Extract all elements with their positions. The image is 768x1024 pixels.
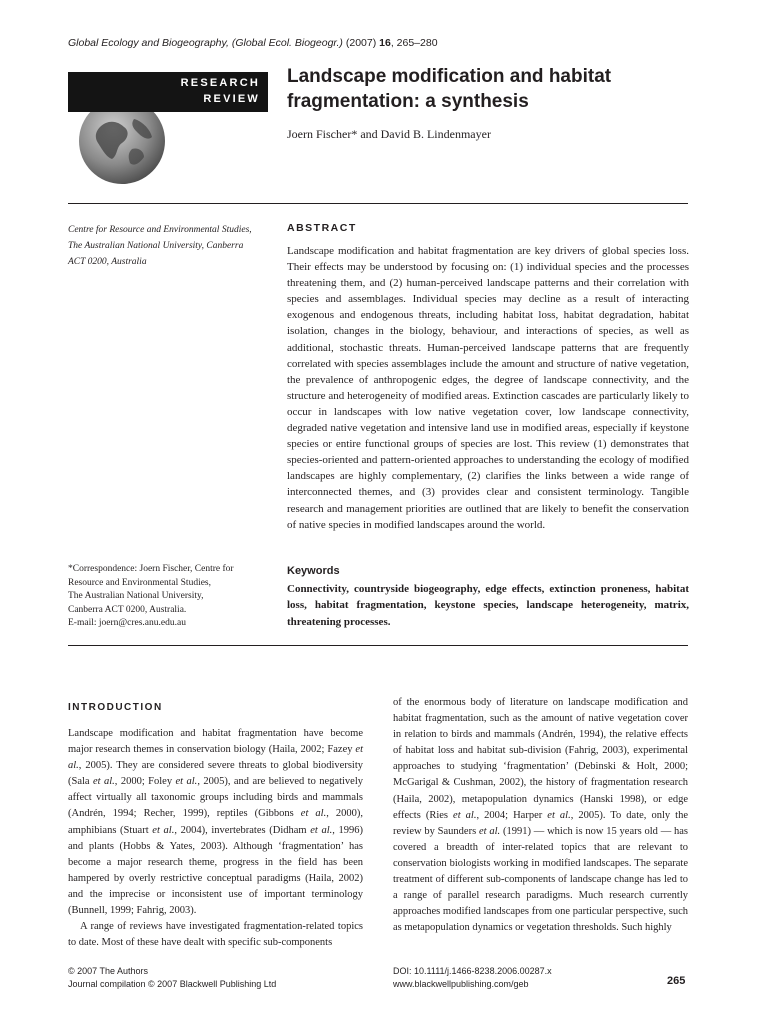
journal-volume: 16 bbox=[379, 37, 391, 49]
affiliation-line-2: The Australian National University, Canberra bbox=[68, 241, 244, 251]
footer-compilation: Journal compilation © 2007 Blackwell Publishing Ltd bbox=[68, 979, 277, 989]
research-review-banner bbox=[68, 72, 268, 112]
correspondence-line-2: Resource and Environmental Studies, bbox=[68, 577, 211, 588]
banner-line-1: RESEARCH bbox=[180, 77, 260, 89]
journal-name: Global Ecology and Biogeography, bbox=[68, 37, 229, 49]
article-authors: Joern Fischer* and David B. Lindenmayer bbox=[287, 127, 491, 141]
abstract-text: Landscape modification and habitat fragmentation are key drivers of global species loss. Their effects may be understood by focusing on: (1) individual species and the processes threatening them, and (2) human-perceived landscape patterns and their correlation with species and assemblages. Individual species may decline as a result of interacting exogenous and endogenous threats, including habitat loss, habitat degradation, habitat isolation, changes in the biology, behaviour, and interactions of species, as well as additional, stochastic threats. Human-perceived landscape patterns that are frequently correlated with species assemblages include the amount and structure of native vegetation, the prevalence of anthropogenic edges, the degree of landscape connectivity, and the structure and heterogeneity of modified areas. Extinction cascades are particularly likely to occur in landscapes with low native vegetation cover, low landscape connectivity, degraded native vegetation and intensive land use in modified areas, especially if keystone species or entire functional groups of species are lost. This review (1) demonstrates that species-oriented and pattern-oriented approaches to understanding the ecology of modified landscapes are highly complementary, (2) clarifies the links between a wide range of interconnected themes, and (3) provides clear and consistent terminology. Tangible research and management priorities are outlined that are likely to benefit the conservation of native species in modified landscapes around the world. bbox=[287, 245, 689, 531]
abstract-heading: ABSTRACT bbox=[287, 222, 357, 234]
correspondence bbox=[68, 563, 273, 631]
top-rule bbox=[68, 203, 688, 204]
footer-left bbox=[68, 965, 276, 991]
affiliation bbox=[68, 222, 273, 270]
correspondence-line-3: The Australian National University, bbox=[68, 591, 204, 601]
correspondence-email[interactable]: E-mail: joern@cres.anu.edu.au bbox=[68, 618, 186, 628]
footer-copyright: © 2007 The Authors bbox=[68, 966, 149, 976]
journal-abbrev: (Global Ecol. Biogeogr.) bbox=[231, 37, 343, 49]
affiliation-line-3: ACT 0200, Australia bbox=[68, 257, 147, 267]
footer-right bbox=[393, 965, 552, 991]
intro-para2: A range of reviews have investigated fragmentation-related topics to date. Most of these have dealt with specific sub-components bbox=[68, 921, 363, 949]
footer-url[interactable]: www.blackwellpublishing.com/geb bbox=[393, 979, 529, 989]
introduction-column-2: of the enormous body of literature on landscape modification and habitat fragmentation, such as the amount of native vegetation cover in relation to birds and mammals (Andrén, 1994), the relative effects of habitat loss and habitat sub-division (Fahrig, 2003), experimental approaches to studying ‘fragmentation’ (Debinski & Holt, 2000; McGarigal & Cushman, 2002), the history of fragmentation research (Haila, 2002), metapopulation dynamics (Hanski 1998), or edge effects (Ries et al., 2004; Harper et al., 2005). To date, only the review by Saunders et al. (1991) — which is now 15 years old — has covered a breadth of inter-related topics that are relevant to conservation biologists working in modified landscapes. The separate treatment of different sub-components of landscape change has led to a range of parallel research paradigms. Much research currently approaches modified landscapes from one particular perspective, such as metapopulation dynamics or vegetation thresholds. Such highly bbox=[393, 697, 689, 934]
page-number: 265 bbox=[667, 975, 686, 987]
correspondence-line-1: *Correspondence: Joern Fischer, Centre for bbox=[68, 564, 234, 574]
introduction-heading: INTRODUCTION bbox=[68, 702, 163, 713]
article-title: Landscape modification and habitat fragmentation: a synthesis bbox=[287, 66, 612, 112]
introduction-column-1 bbox=[68, 726, 363, 951]
affiliation-line-1: Centre for Resource and Environmental Studies, bbox=[68, 225, 252, 235]
footer-doi[interactable]: DOI: 10.1111/j.1466-8238.2006.00287.x bbox=[393, 966, 552, 976]
journal-year: (2007) bbox=[345, 37, 377, 49]
journal-citation bbox=[68, 37, 438, 49]
bottom-rule bbox=[68, 645, 688, 646]
banner-line-2: REVIEW bbox=[203, 93, 260, 105]
keywords-text: Connectivity, countryside biogeography, edge effects, extinction proneness, habitat loss, habitat fragmentation, keystone species, landscape heterogeneity, matrix, threatening processes. bbox=[287, 583, 689, 628]
correspondence-line-4: Canberra ACT 0200, Australia. bbox=[68, 604, 187, 615]
keywords-heading: Keywords bbox=[287, 565, 340, 577]
intro-para1: Landscape modification and habitat fragmentation have become major research themes in conservation biology (Haila, 2002; Fazey et al., 2005). They are considered severe threats to global biodiversity (Sala et al., 2000; Foley et al., 2005), and are believed to negatively affect virtually all taxonomic groups including birds and mammals (Andrén, 1994; Recher, 1999), reptiles (Gibbons et al., 2000), amphibians (Stuart et al., 2004), invertebrates (Didham et al., 1996) and plants (Hobbs & Yates, 2003). Although ‘fragmentation’ has become a major research theme, progress in the field has been hampered by overly restrictive conceptual paradigms (Haila, 2002) and the imprecise or inconsistent use of important terminology (Bunnell, 1999; Fahrig, 2003). bbox=[68, 728, 364, 917]
journal-pages: , 265–280 bbox=[390, 37, 438, 49]
